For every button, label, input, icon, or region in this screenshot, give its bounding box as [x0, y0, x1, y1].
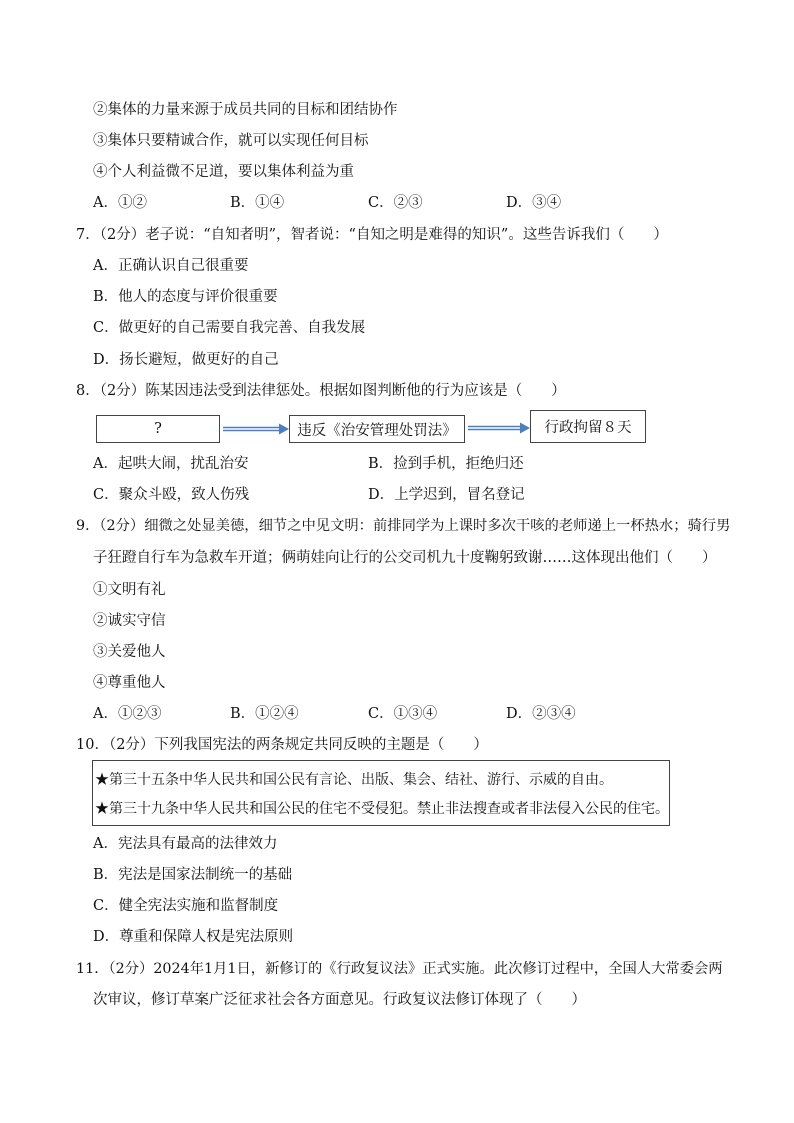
q6-statement-4: ④个人利益微不足道，要以集体利益为重	[93, 164, 354, 180]
q10-option-a: A．宪法具有最高的法律效力	[93, 836, 278, 852]
q9-stem-line-2: 子狂蹬自行车为急救车开道；俩萌娃向让行的公交司机九十度鞠躬致谢……这体现出他们（ ）	[93, 550, 717, 566]
q6-option-b: B．①④	[230, 195, 285, 211]
q9-statement-3: ③关爱他人	[93, 644, 166, 660]
q10-stem: 10．（2分）下列我国宪法的两条规定共同反映的主题是（ ）	[76, 737, 488, 753]
q10-option-d: D．尊重和保障人权是宪法原则	[93, 929, 294, 945]
q8-option-c: C．聚众斗殴，致人伤残	[93, 487, 250, 503]
flow-box-unknown	[96, 415, 220, 443]
flow-arrow-right-icon	[222, 422, 290, 436]
q9-option-a: A．①②③	[93, 706, 162, 722]
q8-option-a: A．起哄大闹，扰乱治安	[93, 456, 249, 472]
q8-option-b: B．捡到手机，拒绝归还	[368, 456, 524, 472]
q7-option-b: B．他人的态度与评价很重要	[93, 289, 278, 305]
q6-option-d: D．③④	[506, 195, 562, 211]
q7-option-d: D．扬长避短，做更好的自己	[93, 352, 279, 368]
q10-option-c: C．健全宪法实施和监督制度	[93, 898, 279, 914]
article-39-text: ★第三十九条中华人民共和国公民的住宅不受侵犯。禁止非法搜查或者非法侵入公民的住宅。	[95, 801, 669, 817]
q9-option-d: D．②③④	[506, 706, 576, 722]
q11-stem-line-2: 次审议，修订草案广泛征求社会各方面意见。行政复议法修订体现了（ ）	[93, 992, 586, 1008]
flow-box-violation	[289, 415, 465, 443]
q6-option-c: C．②③	[368, 195, 423, 211]
q9-statement-2: ②诚实守信	[93, 613, 166, 629]
flow-box-penalty-text: 行政拘留８天	[544, 420, 632, 436]
q6-statement-2: ②集体的力量来源于成员共同的目标和团结协作	[93, 102, 398, 118]
q6-option-a: A．①②	[93, 195, 147, 211]
flow-arrow-right-icon	[467, 421, 531, 435]
q7-option-c: C．做更好的自己需要自我完善、自我发展	[93, 320, 366, 336]
q9-statement-1: ①文明有礼	[93, 582, 166, 598]
q9-option-b: B．①②④	[230, 706, 299, 722]
constitution-articles-box	[92, 760, 670, 826]
q9-option-c: C．①③④	[368, 706, 438, 722]
q7-option-a: A．正确认识自己很重要	[93, 258, 249, 274]
flow-box-penalty	[530, 410, 646, 443]
q6-statement-3: ③集体只要精诚合作，就可以实现任何目标	[93, 133, 369, 149]
q8-option-d: D．上学迟到，冒名登记	[368, 487, 525, 503]
q9-statement-4: ④尊重他人	[93, 675, 166, 691]
q10-option-b: B．宪法是国家法制统一的基础	[93, 867, 293, 883]
flow-box-violation-text: 违反《治安管理处罚法》	[297, 422, 457, 439]
q7-stem: 7．（2分）老子说：“自知者明”，智者说：“自知之明是难得的知识”。这些告诉我们（ ）	[76, 227, 668, 243]
q11-stem-line-1: 11．（2分）2024年1月1日，新修订的《行政复议法》正式实施。此次修订过程中，全国人大常委会两	[76, 961, 723, 977]
article-35-text: ★第三十五条中华人民共和国公民有言论、出版、集会、结社、游行、示威的自由。	[95, 772, 613, 788]
q9-stem-line-1: 9．（2分）细微之处显美德，细节之中见文明：前排同学为上课时多次干咳的老师递上一杯热水；骑行男	[76, 518, 731, 534]
flow-box-unknown-text: ?	[154, 421, 162, 437]
q8-stem: 8．（2分）陈某因违法受到法律惩处。根据如图判断他的行为应该是（ ）	[76, 383, 566, 399]
